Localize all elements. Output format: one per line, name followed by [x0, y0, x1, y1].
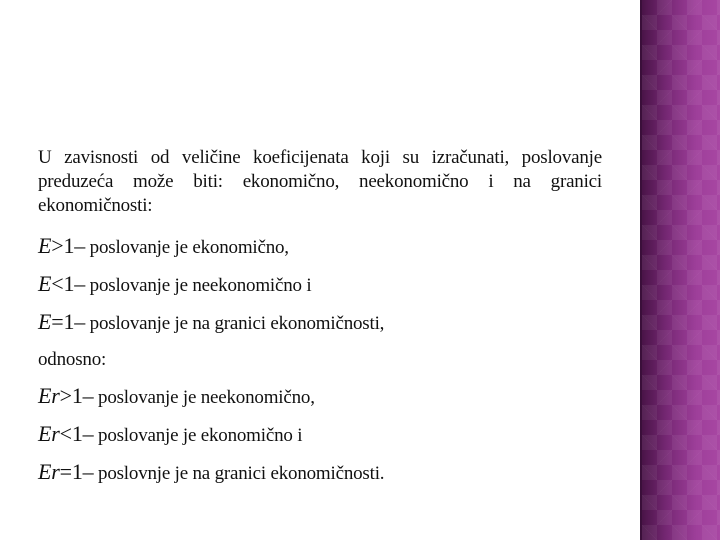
condition-er-greater [38, 385, 602, 409]
side-band-pattern [642, 0, 720, 540]
condition-text: poslovnje je na granici ekonomičnosti. [98, 463, 385, 484]
condition-er-equal [38, 461, 602, 485]
connector-text: odnosno: [38, 349, 107, 370]
condition-e-greater [38, 235, 602, 259]
condition-e-less [38, 273, 602, 297]
intro-paragraph: U zavisnosti od veličine koeficijenata koji su izračunati, poslovanje preduzeća može biti: ekonomično, neekonomično i na granici ekonomičnosti: [38, 147, 602, 216]
formula: Er=1– [38, 459, 94, 484]
condition-er-less [38, 423, 602, 447]
formula: Er<1– [38, 421, 94, 446]
condition-text: poslovanje je ekonomično, [89, 237, 289, 258]
decorative-side-band [640, 0, 720, 540]
condition-text: poslovanje je na granici ekonomičnosti, [89, 313, 385, 334]
condition-text: poslovanje je ekonomično i [98, 425, 303, 446]
formula: Er>1– [38, 383, 94, 408]
formula: E>1– [38, 233, 86, 258]
condition-text: poslovanje je neekonomično i [89, 275, 312, 296]
condition-text: poslovanje je neekonomično, [98, 387, 315, 408]
condition-e-equal [38, 311, 602, 335]
formula: E=1– [38, 309, 86, 334]
slide-content [38, 146, 602, 485]
formula: E<1– [38, 271, 86, 296]
